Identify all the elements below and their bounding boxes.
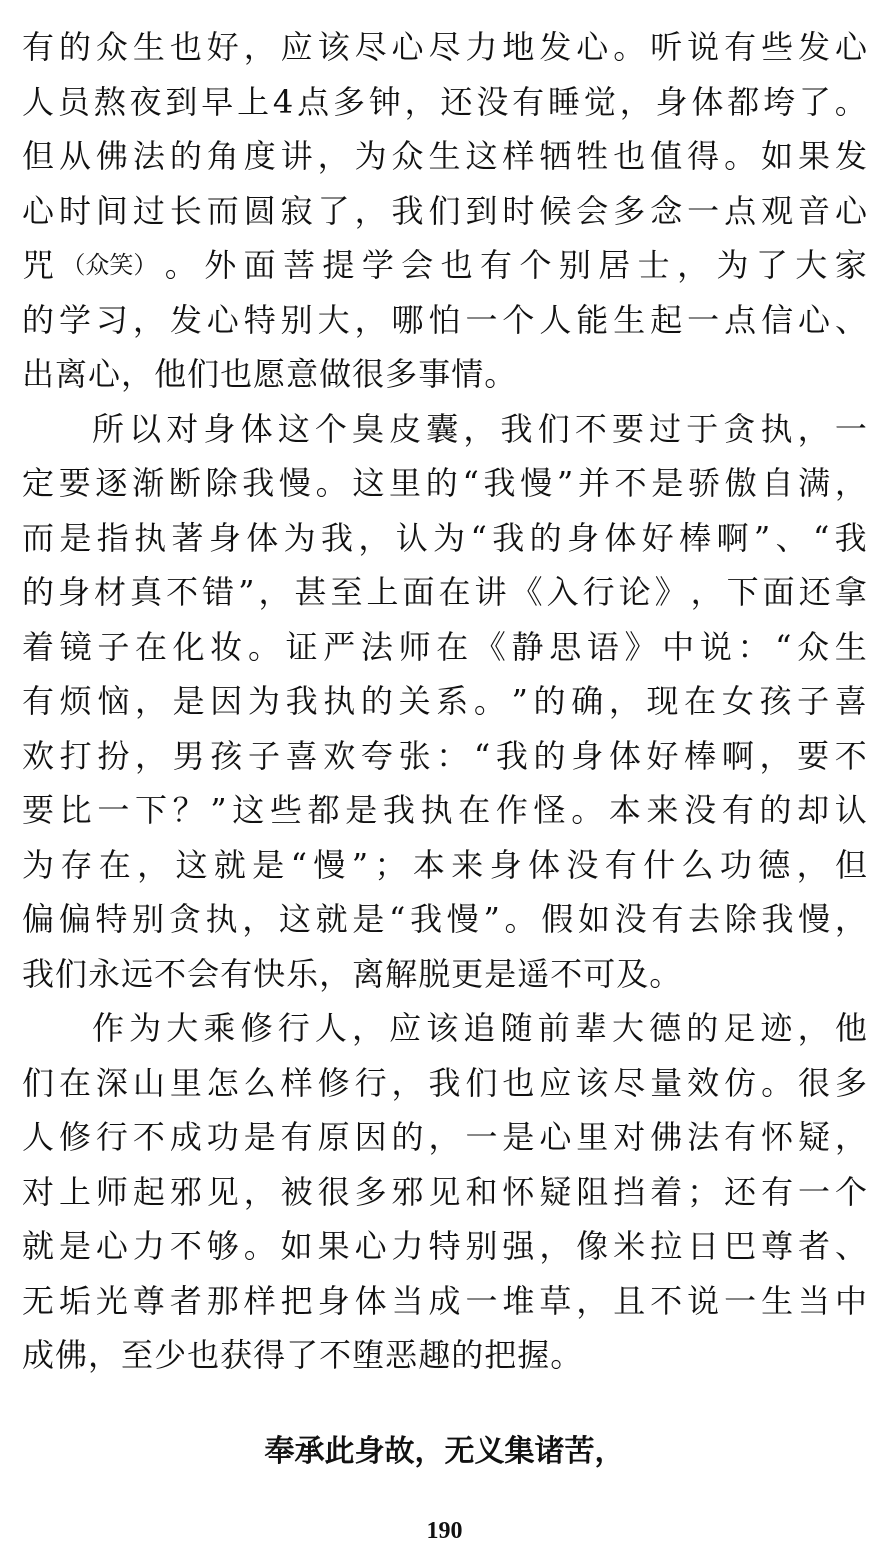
text-line: 心 时 间 过 长 而 圆 寂 了 ， 我 们 到 时 候 会 多 念 一 点 观 音 心 xyxy=(22,191,867,230)
text-line: 有 烦 恼 ， 是 因 为 我 执 的 关 系 。 ” 的 确 ， 现 在 女 孩 子 喜 xyxy=(22,682,867,720)
text-line: 偏 偏 特 别 贪 执 ， 这 就 是 “ 我 慢 ” 。 假 如 没 有 去 除 我 慢 ， xyxy=(22,900,867,938)
verse-line: 奉承此身故，无义集诸苦， xyxy=(264,1434,625,1469)
body-text xyxy=(22,20,867,1383)
text-line: 无 垢 光 尊 者 那 样 把 身 体 当 成 一 堆 草 ， 且 不 说 一 生 当 中 xyxy=(22,1281,867,1320)
text-line: 我 们 永 远 不 会 有 快 乐 ， 离 解 脱 更 是 遥 不 可 及 。 xyxy=(22,954,682,993)
text-line: 对 上 师 起 邪 见 ， 被 很 多 邪 见 和 怀 疑 阻 挡 着 ； 还 有 一 个 xyxy=(22,1172,867,1211)
text-line: 定 要 逐 渐 断 除 我 慢 。 这 里 的 “ 我 慢 ” 并 不 是 骄 傲 自 满 ， xyxy=(22,464,867,502)
text-line: 的 身 材 真 不 错 ” ， 甚 至 上 面 在 讲 《 入 行 论 》 ， 下 面 还 拿 xyxy=(22,573,867,611)
text-line: 出 离 心 ， 他 们 也 愿 意 做 很 多 事 情 。 xyxy=(22,355,517,393)
text-line: 有 的 众 生 也 好 ， 应 该 尽 心 尽 力 地 发 心 。 听 说 有 些 发 心 xyxy=(22,28,867,66)
text-line: 作 为 大 乘 修 行 人 ， 应 该 追 随 前 辈 大 德 的 足 迹 ， 他 xyxy=(92,1009,867,1047)
text-line: 咒 （众笑） 。 外 面 菩 提 学 会 也 有 个 别 居 士 ， 为 了 大 家 xyxy=(22,246,867,284)
text-line: 们 在 深 山 里 怎 么 样 修 行 ， 我 们 也 应 该 尽 量 效 仿 。 很 多 xyxy=(22,1063,867,1102)
text-line: 所 以 对 身 体 这 个 臭 皮 囊 ， 我 们 不 要 过 于 贪 执 ， 一 xyxy=(92,409,867,448)
text-line: 就 是 心 力 不 够 。 如 果 心 力 特 别 强 ， 像 米 拉 日 巴 尊 者 、 xyxy=(22,1227,867,1265)
text-line: 而 是 指 执 著 身 体 为 我 ， 认 为 “ 我 的 身 体 好 棒 啊 ” 、 “ 我 xyxy=(22,518,867,557)
text-line: 人 员 熬 夜 到 早 上 4 点 多 钟 ， 还 没 有 睡 觉 ， 身 体 都 垮 了 。 xyxy=(22,82,867,121)
text-line: 着 镜 子 在 化 妆 。 证 严 法 师 在 《 静 思 语 》 中 说 ： “ 众 生 xyxy=(22,627,867,666)
text-line: 的 学 习 ， 发 心 特 别 大 ， 哪 怕 一 个 人 能 生 起 一 点 信 心 、 xyxy=(22,300,867,339)
text-line: 人 修 行 不 成 功 是 有 原 因 的 ， 一 是 心 里 对 佛 法 有 怀 疑 ， xyxy=(22,1118,867,1156)
text-line: 为 存 在 ， 这 就 是 “ 慢 ” ； 本 来 身 体 没 有 什 么 功 德 ， 但 xyxy=(22,845,867,884)
text-line: 要 比 一 下 ？ ” 这 些 都 是 我 执 在 作 怪 。 本 来 没 有 的 却 认 xyxy=(22,791,867,829)
page-number: 190 xyxy=(426,1518,463,1544)
text-line: 成 佛 ， 至 少 也 获 得 了 不 堕 恶 趣 的 把 握 。 xyxy=(22,1336,583,1374)
text-line: 欢 打 扮 ， 男 孩 子 喜 欢 夸 张 ： “ 我 的 身 体 好 棒 啊 ， 要 不 xyxy=(22,736,867,775)
text-line: 但 从 佛 法 的 角 度 讲 ， 为 众 生 这 样 牺 牲 也 值 得 。 如 果 发 xyxy=(22,137,867,175)
